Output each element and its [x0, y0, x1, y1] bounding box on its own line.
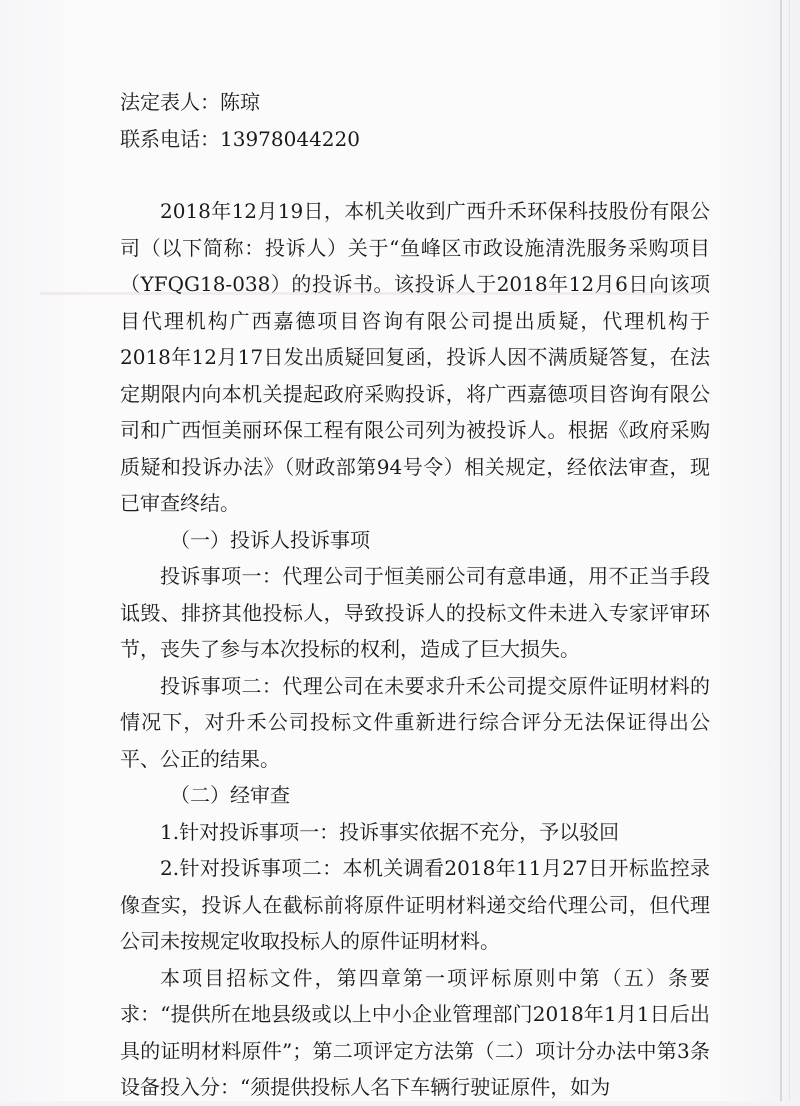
document-body	[120, 84, 710, 1106]
page-edge	[780, 0, 782, 1101]
review-item-2: 2.针对投诉事项二：本机关调看2018年11月27日开标监控录像查实，投诉人在截标前将原件证明材料递交给代理公司，但代理公司未按规定收取投标人的原件证明材料。	[120, 856, 710, 953]
tender-paragraph: 本项目招标文件，第四章第一项评标原则中第（五）条要求：“提供所在地县级或以上中小企业管理部门2018年1月1日后出具的证明材料原件”；第二项评定方法第（二）项计分办法中第3条设备投入分：“须提供投标人名下车辆行驶证原件，如为	[120, 965, 710, 1099]
spacer	[120, 157, 710, 193]
review-item-1: 1.针对投诉事项一：投诉事实依据不充分，予以驳回	[160, 819, 620, 844]
complaint-item-2: 投诉事项二：代理公司在未要求升禾公司提交原件证明材料的情况下，对升禾公司投标文件重新进行综合评分无法保证得出公平、公正的结果。	[120, 673, 710, 771]
intro-paragraph: 2018年12月19日，本机关收到广西升禾环保科技股份有限公司（以下简称：投诉人）关于“鱼峰区市政设施清洗服务采购项目（YFQG18-038）的投诉书。该投诉人于2018年12月6日向该项目代理机构广西嘉德项目咨询有限公司提出质疑，代理机构于2018年12月17日发出质疑回复函，投诉人因不满质疑答复，在法定期限内向本机关提起政府采购投诉，将广西嘉德项目咨询有限公司和广西恒美丽环保工程有限公司列为被投诉人。根据《政府采购质疑和投诉办法》（财政部第94号令）相关规定，经依法审查，现已审查终结。	[120, 199, 710, 515]
complaint-item-1: 投诉事项一：代理公司于恒美丽公司有意串通，用不正当手段诋毁、排挤其他投标人，导致投诉人的投标文件未进入专家评审环节，丧失了参与本次投标的权利，造成了巨大损失。	[120, 564, 710, 661]
section-heading-review: （二）经审查	[170, 783, 290, 807]
contact-phone: 联系电话：13978044220	[120, 126, 360, 151]
section-heading-complaints: （一）投诉人投诉事项	[170, 527, 370, 552]
page-edge-inner	[789, 0, 790, 1101]
legal-representative: 法定表人：陈琼	[120, 90, 260, 114]
